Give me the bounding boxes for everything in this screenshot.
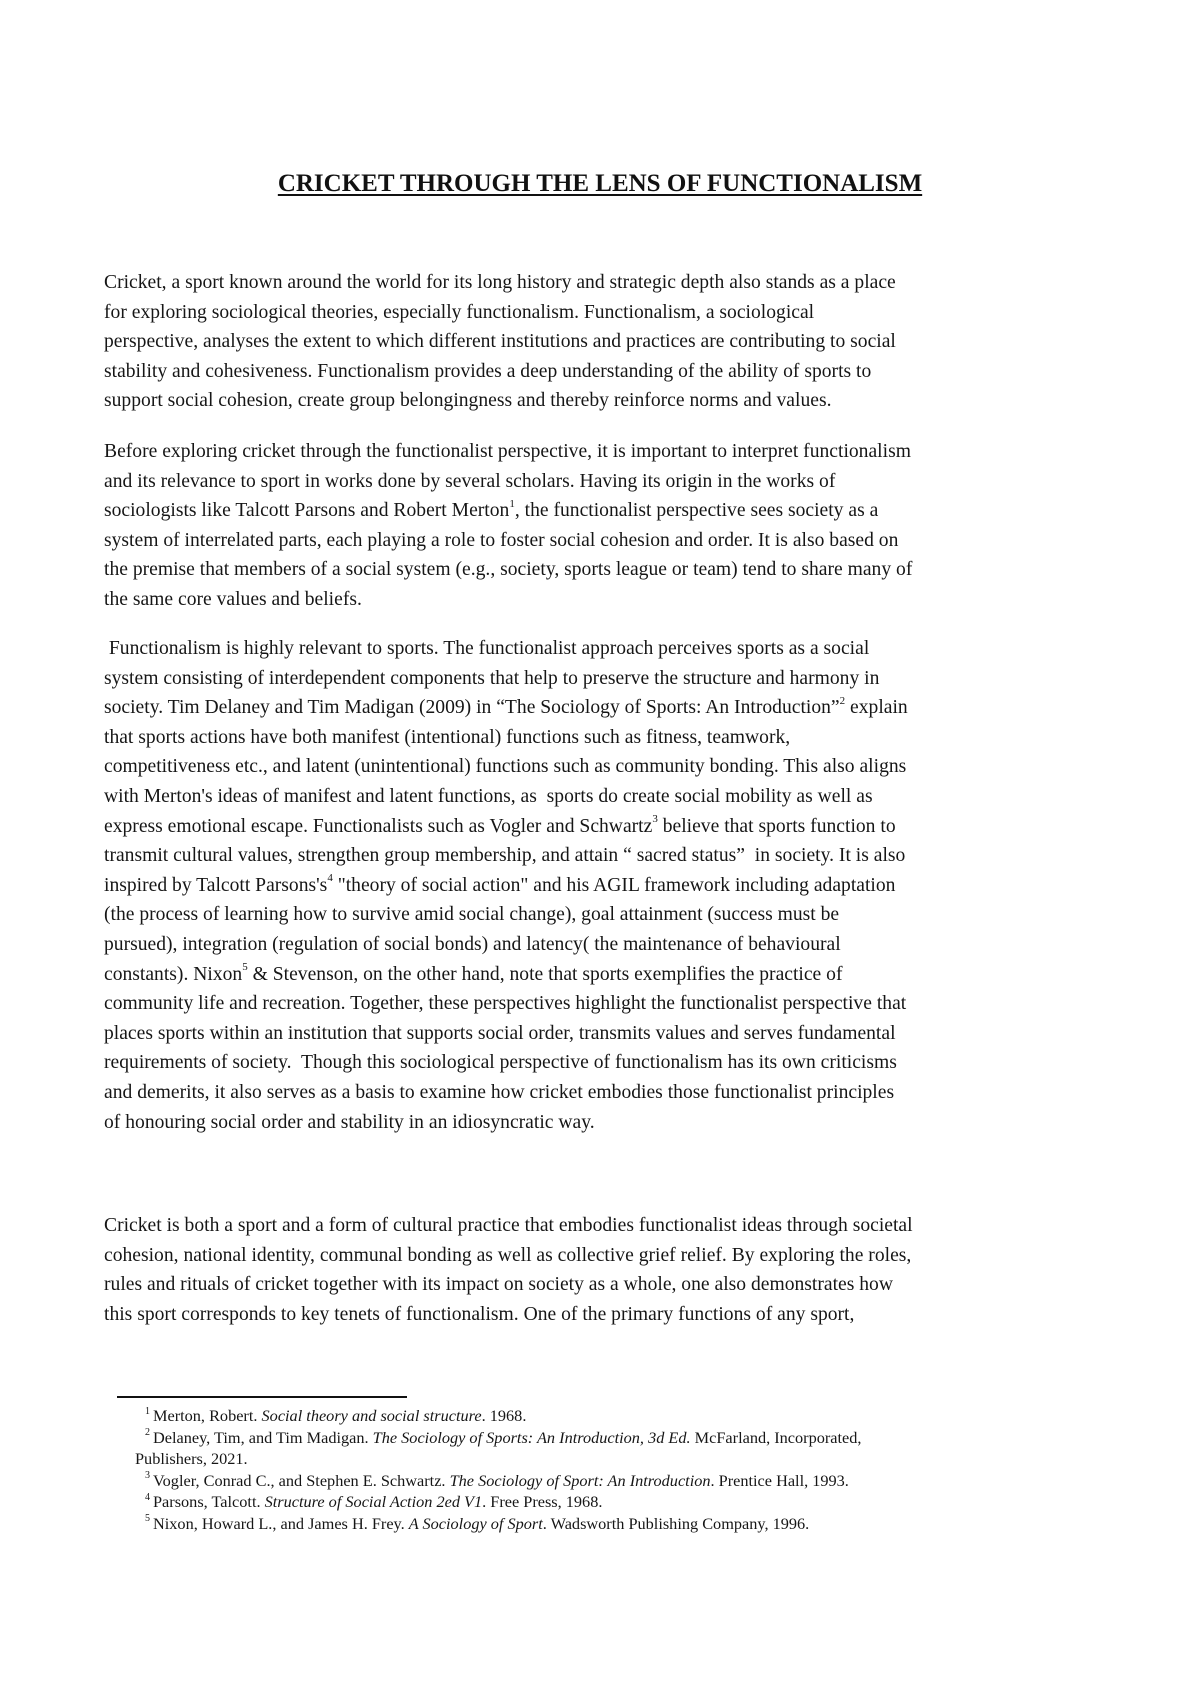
footnote-number: 2 bbox=[145, 1427, 150, 1439]
text-line: cohesion, national identity, communal bonding as well as collective grief relief. By exploring the roles, bbox=[104, 1244, 912, 1266]
footnote-number: 1 bbox=[145, 1405, 150, 1417]
citation-title: The Sociology of Sport: An Introduction bbox=[449, 1470, 711, 1490]
text-line: of honouring social order and stability in an idiosyncratic way. bbox=[104, 1111, 595, 1133]
text-line: Functionalism is highly relevant to sports. The functionalist approach perceives sports as a social bbox=[104, 638, 870, 659]
footnote-reference[interactable]: 3 bbox=[652, 813, 658, 826]
paragraph-4 bbox=[104, 1211, 1096, 1329]
text-line: support social cohesion, create group belongingness and thereby reinforce norms and values. bbox=[104, 390, 832, 412]
text-line: system of interrelated parts, each playing a role to foster social cohesion and order. It is also based on bbox=[104, 529, 899, 551]
text-line: sociologists like Talcott Parsons and Robert Merton$^1$, the functionalist perspective sees society as a bbox=[104, 497, 879, 522]
paragraph-2 bbox=[104, 437, 1096, 615]
text-line: inspired by Talcott $Parsons's^4$ "theory of social action" and his AGIL framework including adaptation bbox=[104, 872, 896, 896]
footnote-item: $^5$ Nixon, Howard L., and James H. Frey. A Sociology of Sport. Wadsworth Publishing Company, 1996. bbox=[145, 1513, 810, 1533]
text-line: and its relevance to sport in works done by several scholars. Having its origin in the works of bbox=[104, 470, 836, 492]
footnotes bbox=[135, 1405, 1045, 1534]
text-line: the premise that members of a social system (e.g., society, sports league or team) tend to share many of bbox=[104, 559, 913, 581]
paragraph-3 bbox=[104, 634, 1096, 1137]
footnote-number: 5 bbox=[145, 1513, 150, 1525]
footnote-reference[interactable]: 5 bbox=[242, 961, 248, 973]
text-line: that sports actions have both manifest (intentional) functions such as fitness, teamwork, bbox=[104, 726, 791, 748]
footnote-item: $^3$ Vogler, Conrad C., and Stephen E. Schwartz. The Sociology of Sport: An Introduction. Prentice Hall, 1993. bbox=[145, 1470, 849, 1490]
text-line: Cricket is both a sport and a form of cultural practice that embodies functionalist ideas through societal bbox=[104, 1215, 913, 1236]
footnote-reference[interactable]: 2 bbox=[839, 694, 846, 707]
footnote-item: $^1$ Merton, Robert. Social theory and social structure. 1968. bbox=[145, 1405, 527, 1425]
footnote-reference[interactable]: 4 bbox=[327, 872, 333, 885]
text-line: (the process of learning how to survive amid social change), goal attainment (success must be bbox=[104, 904, 840, 926]
footnote-item: $^4$ Parsons, Talcott. Structure of Social Action 2ed V1. Free Press, 1968. bbox=[145, 1491, 603, 1511]
text-line: and demerits, it also serves as a basis to examine how cricket embodies those functionalist principles bbox=[104, 1081, 895, 1103]
text-line: constants). Nixon$^5$ & Stevenson, on the other hand, note that sports exemplifies the practice of bbox=[104, 961, 843, 985]
text-line: for exploring sociological theories, especially functionalism. Functionalism, a sociological bbox=[104, 301, 815, 323]
text-line: Cricket, a sport known around the world for its long history and strategic depth also stands as a place bbox=[104, 272, 896, 293]
text-line: with Merton's ideas of manifest and latent functions, as sports do create social mobility as well as bbox=[104, 785, 873, 807]
text-line: the same core values and beliefs. bbox=[104, 588, 362, 610]
footnote-item: $^2$ Delaney, Tim, and Tim Madigan. The Sociology of Sports: An Introduction, 3d Ed. McFarland, Incorporated, bbox=[145, 1427, 862, 1447]
footnote-number: 3 bbox=[145, 1470, 150, 1482]
footnote-separator bbox=[117, 1396, 407, 1398]
text-line: stability and cohesiveness. Functionalism provides a deep understanding of the ability of sports to bbox=[104, 360, 872, 382]
citation-title: A Sociology of Sport bbox=[408, 1513, 543, 1533]
text-line: community life and recreation. Together, these perspectives highlight the functionalist perspective that bbox=[104, 993, 907, 1015]
text-line: competitiveness etc., and latent (unintentional) functions such as community bonding. This also aligns bbox=[104, 756, 907, 778]
text-line: transmit cultural values, strengthen group membership, and attain “ sacred status” in society. It is also bbox=[104, 845, 906, 867]
text-line: Before exploring cricket through the functionalist perspective, it is important to interpret functionalism bbox=[104, 441, 911, 462]
footnote-number: 4 bbox=[145, 1491, 150, 1503]
text-line: rules and rituals of cricket together with its impact on society as a whole, one also demonstrates how bbox=[104, 1274, 893, 1296]
text-line: this sport corresponds to key tenets of functionalism. One of the primary functions of any sport, bbox=[104, 1303, 855, 1325]
footnote-continuation: Publishers, 2021. bbox=[135, 1449, 248, 1468]
text-line: perspective, analyses the extent to which different institutions and practices are contributing to social bbox=[104, 331, 896, 353]
footnote-reference[interactable]: 1 bbox=[509, 497, 515, 510]
text-line: express emotional escape. Functionalists such as Vogler and Schwartz$^3$ believe that sports function to bbox=[104, 813, 896, 837]
text-line: places sports within an institution that supports social order, transmits values and serves fundamental bbox=[104, 1022, 896, 1044]
text-line: system consisting of interdependent components that help to preserve the structure and harmony in bbox=[104, 667, 880, 689]
citation-title: Social theory and social structure bbox=[261, 1406, 482, 1425]
text-line: pursued), integration (regulation of social bonds) and latency( the maintenance of behavioural bbox=[104, 933, 841, 955]
document-title: CRICKET THROUGH THE LENS OF FUNCTIONALISM bbox=[277, 170, 923, 197]
citation-title: The Sociology of Sports: An Introduction, 3d Ed. bbox=[372, 1427, 691, 1447]
citation-title: Structure of Social Action 2ed V1 bbox=[264, 1492, 483, 1511]
paragraph-1 bbox=[104, 268, 1096, 416]
text-line: society. Tim Delaney and Tim Madigan (2009) in “The Sociology of Sports: An Introduction”$^2$ explain bbox=[104, 694, 908, 719]
text-line: requirements of society. Though this sociological perspective of functionalism has its own criticisms bbox=[104, 1052, 897, 1074]
